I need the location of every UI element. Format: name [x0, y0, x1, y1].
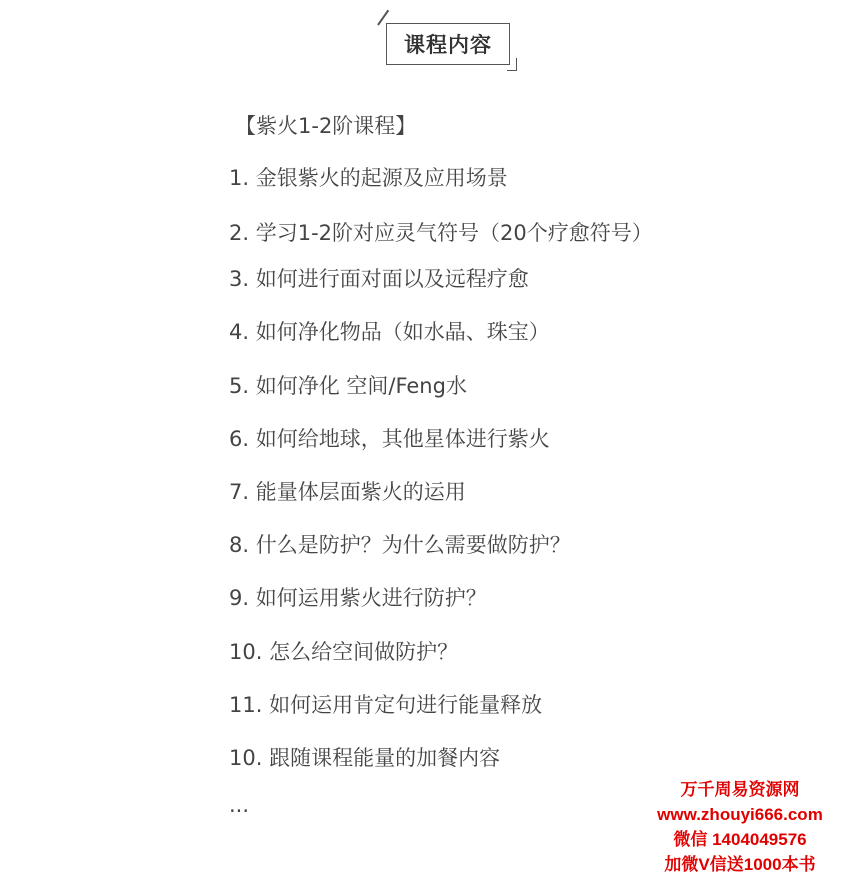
watermark-site-name: 万千周易资源网: [680, 780, 800, 799]
list-item: 11. 如何运用肯定句进行能量释放: [229, 692, 543, 717]
list-item: 10. 怎么给空间做防护？: [229, 639, 459, 664]
title-decoration-corner: [507, 58, 517, 71]
watermark: [640, 777, 840, 877]
section-heading: 【紫火1-2阶课程】: [235, 114, 417, 138]
title-box: [386, 23, 510, 65]
list-item: 6. 如何给地球，其他星体进行紫火: [229, 426, 550, 451]
list-item: 10. 跟随课程能量的加餐内容: [229, 745, 501, 770]
list-item: 8. 什么是防护？为什么需要做防护？: [229, 533, 571, 558]
watermark-promo: 加微V信送1000本书: [664, 855, 816, 874]
list-item: 3. 如何进行面对面以及远程疗愈: [229, 267, 529, 292]
ellipsis: ...: [229, 793, 250, 818]
list-item: 2. 学习1-2阶对应灵气符号（20个疗愈符号）: [229, 221, 653, 246]
watermark-url: www.zhouyi666.com: [657, 805, 823, 824]
page-title: 课程内容: [404, 33, 492, 57]
list-item: 4. 如何净化物品（如水晶、珠宝）: [229, 320, 550, 345]
course-content: [229, 108, 699, 823]
list-item: 9. 如何运用紫火进行防护？: [229, 586, 487, 611]
list-item: 7. 能量体层面紫火的运用: [229, 479, 466, 504]
watermark-wechat: 微信 1404049576: [673, 830, 807, 849]
list-item: 5. 如何净化 空间/Feng水: [229, 373, 467, 398]
list-item: 1. 金银紫火的起源及应用场景: [229, 166, 508, 190]
